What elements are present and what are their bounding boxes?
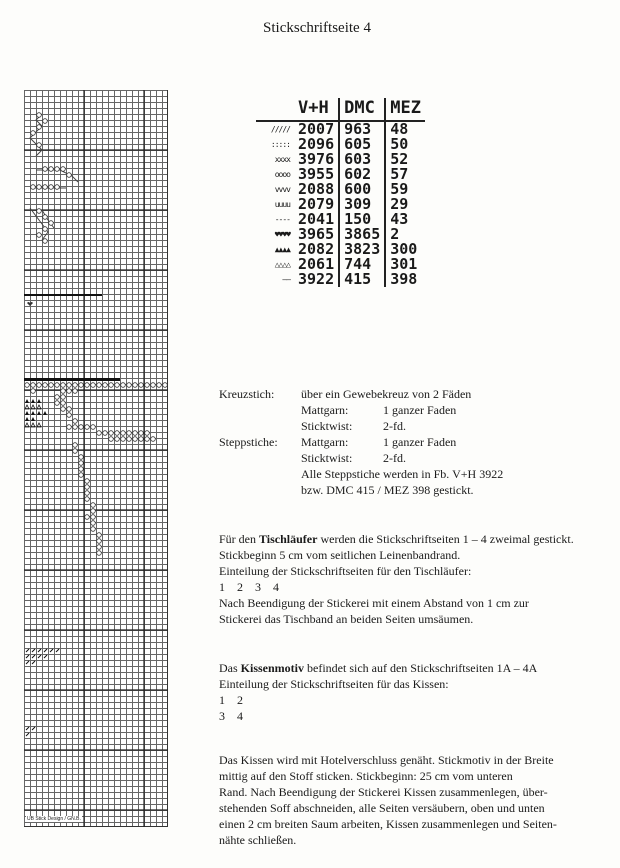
legend-vh: 2079 bbox=[298, 195, 335, 213]
tischlaeufer-post: werden die Stickschriftseiten 1 – 4 zweimal gestickt. bbox=[317, 532, 574, 546]
legend-mez: 2 bbox=[385, 227, 425, 242]
chart-grid bbox=[24, 90, 168, 827]
sticktwist2-label: Sticktwist: bbox=[301, 451, 353, 465]
kissen-naehen-line: nähte schließen. bbox=[219, 833, 297, 847]
cross-stitch-chart bbox=[24, 90, 168, 827]
tischlaeufer-line-2: Stickbeginn 5 cm vom seitlichen Leinenbandrand. bbox=[219, 548, 461, 562]
steppstiche-label: Steppstiche: bbox=[219, 435, 278, 449]
legend-dmc: 605 bbox=[339, 137, 385, 152]
mattgarn2-label: Mattgarn: bbox=[301, 435, 349, 449]
legend-mez: 52 bbox=[385, 152, 425, 167]
tischlaeufer-line-5: Nach Beendigung der Stickerei mit einem Abstand von 1 cm zur bbox=[219, 596, 529, 610]
sticktwist-value: 2-fd. bbox=[383, 419, 406, 433]
legend-dmc: 602 bbox=[339, 167, 385, 182]
tischlaeufer-line-6: Stickerei das Tischband an beiden Seiten umsäumen. bbox=[219, 612, 474, 626]
kissen-naehen-line: stehenden Soff abschneiden, alle Seiten versäubern, oben und unten bbox=[219, 801, 545, 815]
chart-motif bbox=[24, 90, 168, 827]
steppstiche-note-2: bzw. DMC 415 / MEZ 398 gestickt. bbox=[301, 483, 474, 497]
legend-header-vh: V+H bbox=[294, 98, 339, 121]
page-number: 2 bbox=[237, 580, 243, 594]
stitch-symbol: vvvv bbox=[274, 185, 290, 194]
legend-mez: 48 bbox=[385, 121, 425, 137]
kissen-bold: Kissenmotiv bbox=[240, 661, 305, 675]
steppstiche-note-1: Alle Steppstiche werden in Fb. V+H 3922 bbox=[301, 467, 504, 481]
legend-header-mez: MEZ bbox=[385, 98, 425, 121]
stitch-symbol: ♥♥♥♥ bbox=[274, 230, 290, 239]
legend-dmc: 744 bbox=[339, 257, 385, 272]
legend-mez: 29 bbox=[385, 197, 425, 212]
page-number: 3 bbox=[255, 580, 261, 594]
page-number: 2 bbox=[237, 693, 243, 707]
kissen-line-1 bbox=[219, 660, 537, 676]
stitch-instructions bbox=[219, 386, 503, 498]
kissen-naehen-line: Das Kissen wird mit Hotelverschluss genäht. Stickmotiv in der Breite bbox=[219, 753, 554, 767]
kreuzstich-label: Kreuzstich: bbox=[219, 387, 275, 401]
legend-mez: 50 bbox=[385, 137, 425, 152]
kissen-naehen-line: einen 2 cm breiten Saum arbeiten, Kissen zusammenlegen und Seiten- bbox=[219, 817, 557, 831]
legend-vh: 2096 bbox=[298, 135, 335, 153]
legend-row bbox=[256, 272, 425, 287]
legend-dmc: 963 bbox=[339, 121, 385, 137]
legend-symbol-header bbox=[256, 98, 294, 121]
tischlaeufer-section bbox=[219, 531, 574, 627]
chart-footer-label: UB Stick Design / GN.B. bbox=[27, 816, 81, 822]
kreuzstich-desc: über ein Gewebekreuz von 2 Fäden bbox=[301, 387, 472, 401]
page-number: 1 bbox=[219, 580, 225, 594]
stitch-symbol: ///// bbox=[270, 125, 290, 134]
stitch-symbol: △△△△ bbox=[274, 260, 290, 269]
legend-vh: 2041 bbox=[298, 210, 335, 228]
stitch-symbol: xxxx bbox=[274, 155, 290, 164]
legend-mez: 300 bbox=[385, 242, 425, 257]
tischlaeufer-page-order bbox=[219, 579, 574, 595]
legend-mez: 43 bbox=[385, 212, 425, 227]
legend-mez: 57 bbox=[385, 167, 425, 182]
legend-vh: 2082 bbox=[298, 240, 335, 258]
legend-mez: 59 bbox=[385, 182, 425, 197]
tischlaeufer-line-1 bbox=[219, 531, 574, 547]
sticktwist-label: Sticktwist: bbox=[301, 419, 353, 433]
kissen-naehen-line: Rand. Nach Beendigung der Stickerei Kissen zusammenlegen, über- bbox=[219, 785, 548, 799]
legend-dmc: 309 bbox=[339, 197, 385, 212]
mattgarn-label: Mattgarn: bbox=[301, 403, 349, 417]
page-title: Stickschriftseite 4 bbox=[263, 20, 371, 36]
kissen-page-order-row-2 bbox=[219, 708, 537, 724]
legend-vh: 3976 bbox=[298, 150, 335, 168]
stitch-symbol: ▲▲▲▲ bbox=[274, 245, 290, 254]
kissen-post: befindet sich auf den Stickschriftseiten 1A – 4A bbox=[304, 661, 538, 675]
legend-header-row bbox=[256, 98, 425, 121]
stitch-symbol: ---- bbox=[274, 215, 290, 224]
legend-dmc: 415 bbox=[339, 272, 385, 287]
legend-vh: 2061 bbox=[298, 255, 335, 273]
kissen-naehen-line: mittig auf den Stoff sticken. Stickbeginn: 25 cm vom unteren bbox=[219, 769, 513, 783]
mattgarn-value: 1 ganzer Faden bbox=[383, 403, 457, 417]
legend-vh: 2088 bbox=[298, 180, 335, 198]
legend-vh: 2007 bbox=[298, 120, 335, 138]
legend-dmc: 3865 bbox=[339, 227, 385, 242]
kissen-section bbox=[219, 660, 537, 724]
tischlaeufer-pre: Für den bbox=[219, 532, 259, 546]
legend-dmc: 600 bbox=[339, 182, 385, 197]
stitch-symbol: uuuu bbox=[274, 200, 290, 209]
legend-mez: 301 bbox=[385, 257, 425, 272]
page-number: 3 bbox=[219, 709, 225, 723]
kissen-pre: Das bbox=[219, 661, 241, 675]
legend-vh: 3955 bbox=[298, 165, 335, 183]
legend-vh: 3922 bbox=[298, 270, 335, 288]
legend-dmc: 150 bbox=[339, 212, 385, 227]
legend-vh: 3965 bbox=[298, 225, 335, 243]
stitch-symbol: —— bbox=[282, 275, 290, 284]
page-number: 4 bbox=[237, 709, 243, 723]
kissen-line-2: Einteilung der Stickschriftseiten für das Kissen: bbox=[219, 677, 449, 691]
color-legend-table bbox=[256, 98, 425, 287]
legend-header-dmc: DMC bbox=[339, 98, 385, 121]
stitch-symbol: ::::: bbox=[270, 140, 290, 149]
legend-dmc: 3823 bbox=[339, 242, 385, 257]
legend-dmc: 603 bbox=[339, 152, 385, 167]
mattgarn2-value: 1 ganzer Faden bbox=[383, 435, 457, 449]
kissen-naehen-section bbox=[219, 752, 557, 848]
page-number: 4 bbox=[273, 580, 279, 594]
sticktwist2-value: 2-fd. bbox=[383, 451, 406, 465]
tischlaeufer-bold: Tischläufer bbox=[259, 532, 318, 546]
page-number: 1 bbox=[219, 693, 225, 707]
tischlaeufer-line-3: Einteilung der Stickschriftseiten für den Tischläufer: bbox=[219, 564, 472, 578]
kissen-page-order-row-1 bbox=[219, 692, 537, 708]
stitch-symbol: oooo bbox=[274, 170, 290, 179]
legend-mez: 398 bbox=[385, 272, 425, 287]
legend-row bbox=[256, 212, 425, 227]
